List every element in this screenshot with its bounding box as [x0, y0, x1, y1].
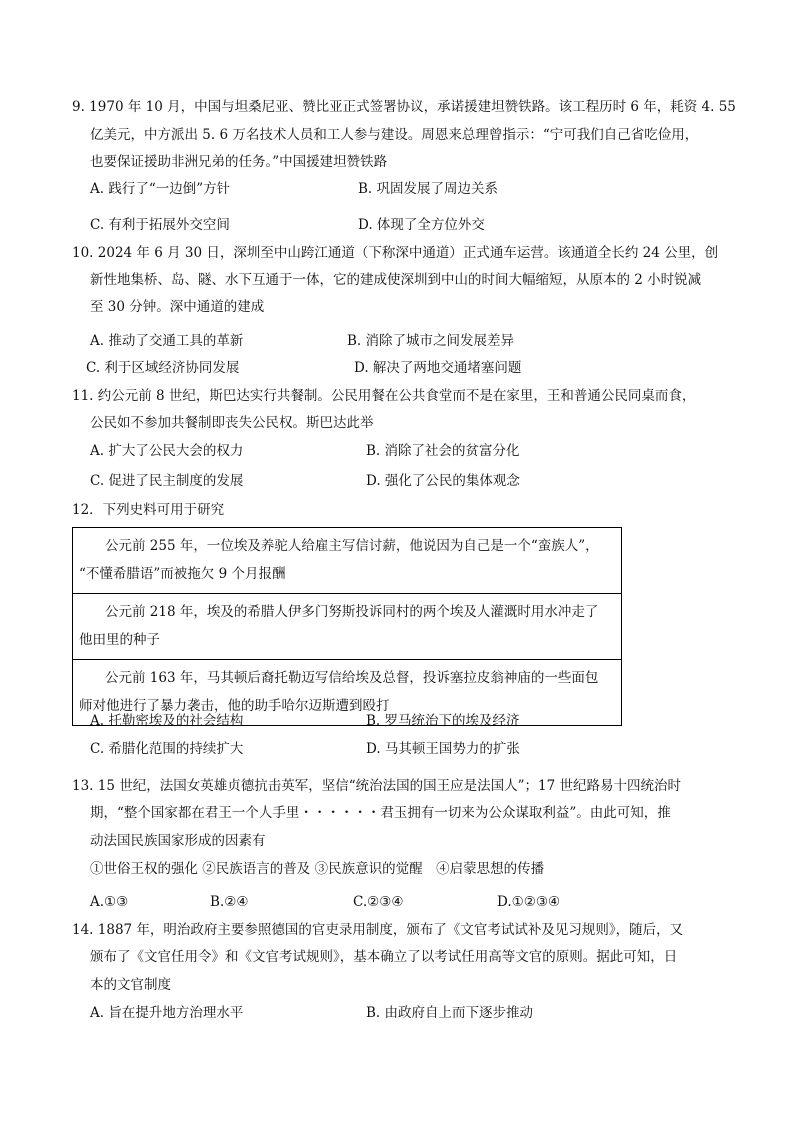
source-row-2-line-1: 公元前 218 年，埃及的希腊人伊多门努斯投诉同村的两个埃及人灌溉时用水冲走了 [105, 604, 599, 620]
question-10-option-b[interactable]: B. 消除了城市之间发展差异 [347, 333, 515, 349]
source-row-1-line-2: “不懂希腊语”而被拖欠 9 个月报酬 [79, 566, 286, 582]
source-table [72, 527, 622, 726]
question-9-line-2: 亿美元，中方派出 5. 6 万名技术人员和工人参与建设。周恩来总理曾指示：“宁可我们自己省吃俭用， [90, 127, 699, 143]
question-9-option-a[interactable]: A. 践行了“一边倒”方针 [90, 181, 231, 197]
source-row-1 [73, 528, 621, 594]
question-11-option-b[interactable]: B. 消除了社会的贫富分化 [366, 443, 520, 459]
question-10-option-d[interactable]: D. 解决了两地交通堵塞问题 [354, 360, 522, 376]
source-row-2-line-2: 他田里的种子 [79, 632, 160, 648]
question-11-line-1: 11. 约公元前 8 世纪，斯巴达实行共餐制。公民用餐在公共食堂而不是在家里，王和普通公民同桌而食， [72, 388, 696, 404]
question-14-line-1: 14. 1887 年，明治政府主要参照德国的官吏录用制度，颁布了《文官考试试补及见习规则》，随后，又 [72, 922, 684, 938]
question-13-option-c[interactable]: C.②③④ [353, 894, 404, 910]
question-11-option-c[interactable]: C. 促进了民主制度的发展 [90, 473, 244, 489]
source-row-1-line-1: 公元前 255 年，一位埃及养驼人给雇主写信讨薪，他说因为自己是一个“蛮族人”， [105, 538, 599, 554]
source-row-3-line-2: 师对他进行了暴力袭击，他的助手哈尔迈斯遭到殴打 [79, 698, 390, 714]
question-9-option-d[interactable]: D. 体现了全方位外交 [358, 217, 485, 233]
source-row-2 [73, 594, 621, 660]
question-11-line-2: 公民如不参加共餐制即丧失公民权。斯巴达此举 [90, 415, 374, 431]
question-13-line-2: 期，“整个国家都在君王一个人手里・・・・・・君玉拥有一切来为公众谋取利益”。由此可知，推 [90, 805, 671, 821]
question-9-option-c[interactable]: C. 有利于拓展外交空间 [90, 217, 230, 233]
question-13-option-b[interactable]: B.②④ [210, 894, 249, 910]
question-10-line-2: 新性地集桥、岛、隧、水下互通于一体，它的建成使深圳到中山的时间大幅缩短，从原本的 2 小时锐减 [90, 272, 702, 288]
question-14-option-b[interactable]: B. 由政府自上而下逐步推动 [366, 1005, 534, 1021]
question-13-option-d[interactable]: D.①②③④ [497, 894, 561, 910]
question-14-line-2: 颁布了《文官任用令》和《文官考试规则》，基本确立了以考试任用高等文官的原则。据此可知，日 [90, 949, 678, 965]
question-12-option-d[interactable]: D. 马其顿王国势力的扩张 [366, 741, 520, 757]
question-12-option-b[interactable]: B. 罗马统治下的埃及经济 [366, 713, 520, 729]
question-10-line-1: 10. 2024 年 6 月 30 日，深圳至中山跨江通道（下称深中通道）正式通车运营。该通道全长约 24 公里，创 [72, 245, 719, 261]
question-12-option-a[interactable]: A. 托勒密埃及的社会结构 [90, 713, 244, 729]
question-9-line-1: 9. 1970 年 10 月，中国与坦桑尼亚、赞比亚正式签署协议，承诺援建坦赞铁路。该工程历时 6 年，耗资 4. 55 [72, 99, 736, 115]
question-13-line-3: 动法国民族国家形成的因素有 [90, 833, 266, 849]
question-10-option-a[interactable]: A. 推动了交通工具的革新 [90, 333, 244, 349]
question-11-option-d[interactable]: D. 强化了公民的集体观念 [366, 473, 520, 489]
question-9-line-3: 也要保证援助非洲兄弟的任务。”中国援建坦赞铁路 [90, 154, 388, 170]
question-13-option-a[interactable]: A.①③ [90, 894, 129, 910]
question-12-option-c[interactable]: C. 希腊化范围的持续扩大 [90, 741, 244, 757]
question-10-line-3: 至 30 分钟。深中通道的建成 [90, 299, 265, 315]
question-10-option-c[interactable]: C. 利于区域经济协同发展 [86, 360, 240, 376]
question-11-option-a[interactable]: A. 扩大了公民大会的权力 [90, 443, 244, 459]
question-14-option-a[interactable]: A. 旨在提升地方治理水平 [90, 1005, 244, 1021]
question-13-choices: ①世俗王权的强化 ②民族语言的普及 ③民族意识的觉醒 ④启蒙思想的传播 [90, 861, 545, 877]
question-12-stem: 12．下列史料可用于研究 [72, 502, 225, 518]
question-14-line-3: 本的文官制度 [90, 977, 171, 993]
question-13-line-1: 13. 15 世纪，法国女英雄贞德抗击英军，坚信“统治法国的国王应是法国人”；17 世纪路易十四统治时 [72, 778, 682, 794]
question-9-option-b[interactable]: B. 巩固发展了周边关系 [358, 181, 499, 197]
source-row-3-line-1: 公元前 163 年，马其顿后裔托勒迈写信给埃及总督，投诉塞拉皮翁神庙的一些面包 [105, 670, 599, 686]
